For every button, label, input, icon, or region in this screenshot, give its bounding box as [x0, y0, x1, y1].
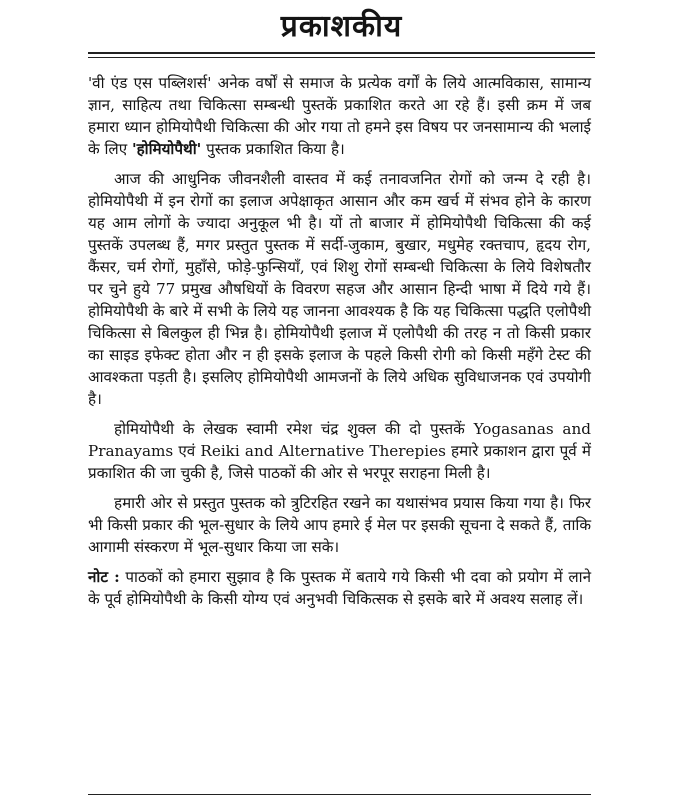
- paragraph-errata: हमारी ओर से प्रस्तुत पुस्तक को त्रुटिरहित रखने का यथासंभव प्रयास किया गया है। फिर भी किसी प्रकार की भूल-सुधार के लिये आप हमारे ई मेल पर इसकी सूचना दे सकते हैं, ताकि आगामी संस्करण में भूल-सुधार किया जा सके।: [88, 494, 591, 556]
- note-text: पाठकों को हमारा सुझाव है कि पुस्तक में बताये गये किसी भी दवा को प्रयोग में लाने के पूर्व होमियोपैथी के किसी योग्य एवं अनुभवी चिकित्सक से इसके बारे में अवश्य सलाह लें।: [88, 568, 591, 608]
- page-title: प्रकाशकीय: [280, 9, 403, 44]
- paragraph-intro: [88, 72, 591, 160]
- paragraph-intro-end: पुस्तक प्रकाशित किया है।: [201, 140, 345, 158]
- body-text: [88, 72, 591, 618]
- paragraph-lifestyle: आज की आधुनिक जीवनशैली वास्तव में कई तनावजनित रोगों को जन्म दे रही है। होमियोपैथी में इन रोगों का इलाज अपेक्षाकृत आसान और कम खर्च में संभव होने के कारण यह आम लोगों के ज्यादा अनुकूल भी है। यों तो बाजार में होमियोपैथी चिकित्सा की कई पुस्तकें उपलब्ध हैं, मगर प्रस्तुत पुस्तक में सर्दी-जुकाम, बुखार, मधुमेह रक्तचाप, हृदय रोग, कैंसर, चर्म रोगों, मुहाँसे, फोड़े-फुन्सियाँ, एवं शिशु रोगों सम्बन्धी चिकित्सा के लिये विशेषतौर पर चुने हुये 77 प्रमुख औषधियों के विवरण सहज और आसान हिन्दी भाषा में दिये गये हैं। होमियोपैथी के बारे में सभी के लिये यह जानना आवश्यक है कि यह चिकित्सा पद्धति एलोपैथी चिकित्सा से बिलकुल ही भिन्न है। होमियोपैथी इलाज में एलोपैथी की तरह न तो किसी प्रकार का साइड इफेक्ट होता और न ही इसके इलाज के पहले किसी रोगी को किसी महँगे टेस्ट की आवश्कता पड़ती है। इसलिए होमियोपैथी आमजनों के लिये अधिक सुविधाजनक एवं उपयोगी है।: [88, 170, 591, 408]
- note-label: नोट :: [88, 568, 120, 586]
- bottom-rule: [88, 794, 591, 795]
- paragraph-intro-text: 'वी एंड एस पब्लिशर्स' अनेक वर्षों से समाज के प्रत्येक वर्गों के लिये आत्मविकास, सामान्य ज्ञान, साहित्य तथा चिकित्सा सम्बन्धी पुस्तकें प्रकाशित करते आ रहे हैं। इसी क्रम में जब हमारा ध्यान होमियोपैथी चिकित्सा की ओर गया तो हमने इस विषय पर जनसामान्य की भलाई के लिए: [88, 74, 591, 158]
- note-paragraph: [88, 566, 591, 610]
- book-title-bold: 'होमियोपैथी': [131, 140, 202, 158]
- paragraph-author: होमियोपैथी के लेखक स्वामी रमेश चंद्र शुक्ल की दो पुस्तकें Yogasanas and Pranayams एवं Reiki and Alternative Therepies हमारे प्रकाशन द्वारा पूर्व में प्रकाशित की जा चुकी है, जिसे पाठकों की ओर से भरपूर सराहना मिली है।: [88, 420, 591, 482]
